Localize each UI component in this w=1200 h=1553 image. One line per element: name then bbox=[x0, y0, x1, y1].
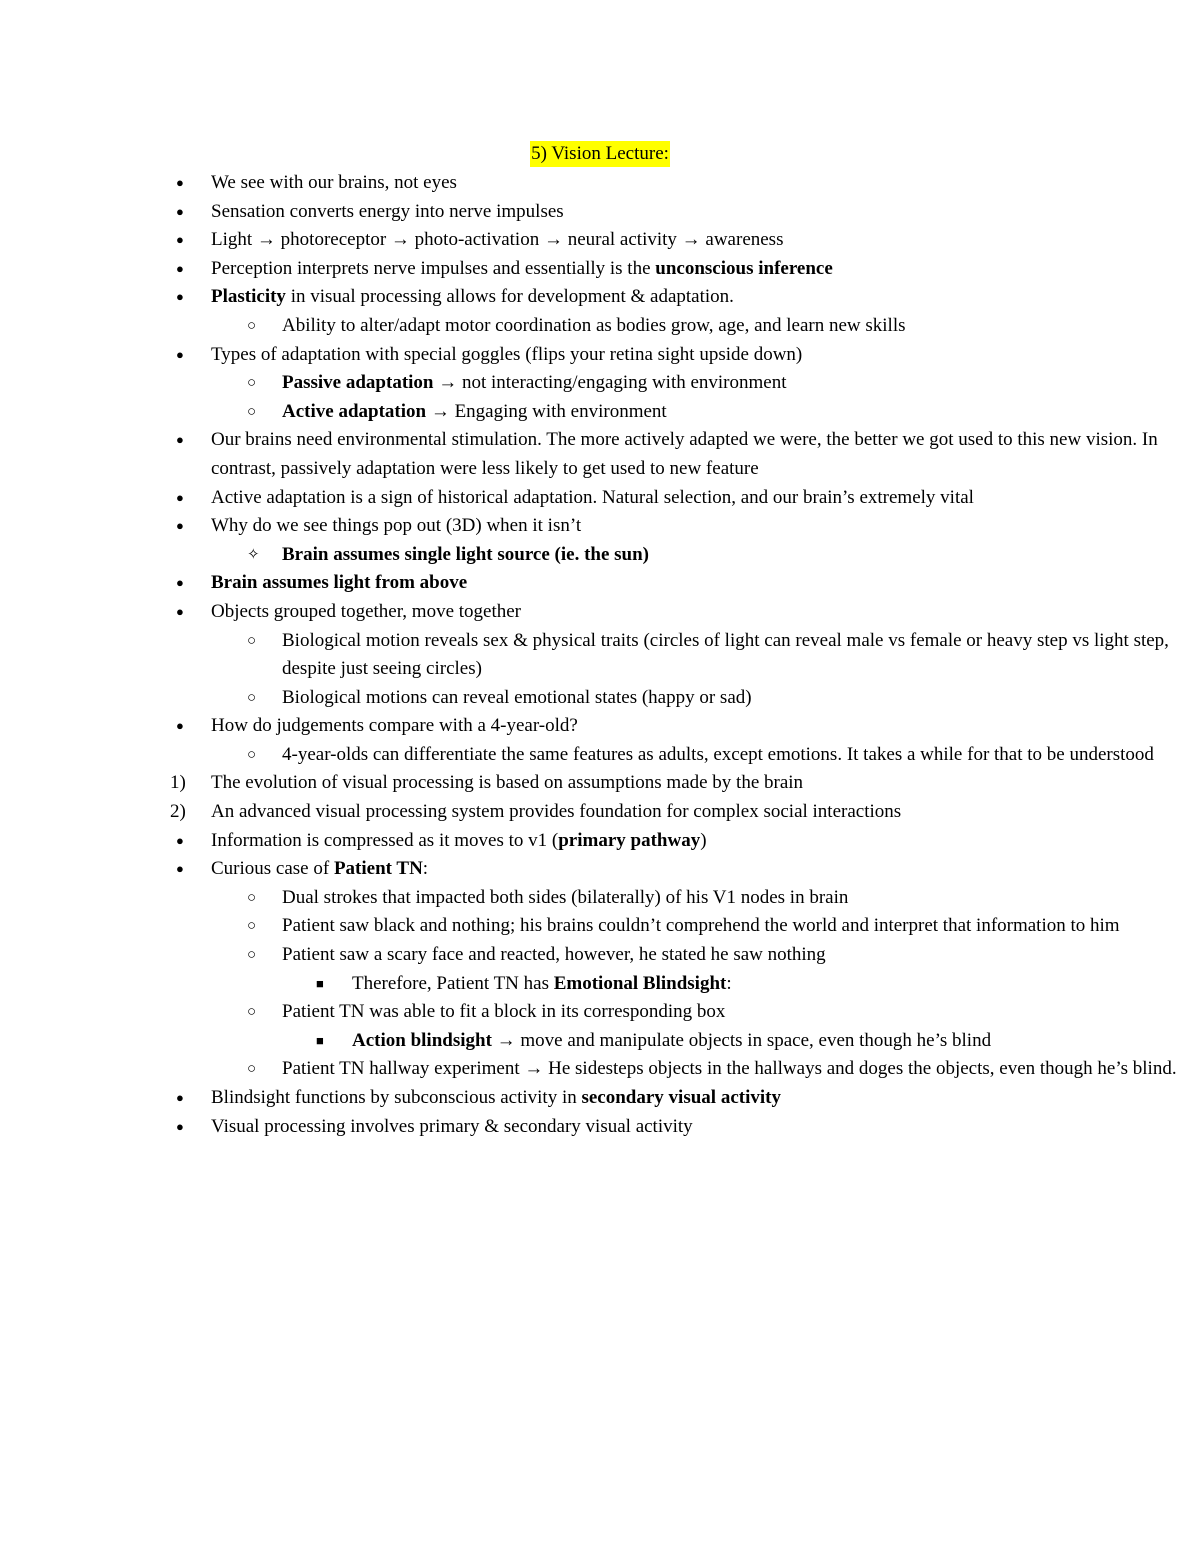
text-run: in visual processing allows for development & adaptation. bbox=[285, 286, 734, 308]
list-item bbox=[0, 369, 1200, 398]
text-run: Ability to alter/adapt motor coordination as bodies grow, age, and learn new skills bbox=[282, 314, 906, 336]
list-item-text bbox=[211, 855, 1200, 884]
list-item bbox=[0, 1027, 1200, 1056]
list-item-text bbox=[211, 198, 1200, 227]
list-item bbox=[0, 684, 1200, 713]
list-item bbox=[0, 1084, 1200, 1113]
text-run: : bbox=[422, 858, 429, 880]
bullet-square-icon: ■ bbox=[316, 975, 324, 991]
bullet-circle-icon: ○ bbox=[247, 403, 257, 420]
list-item bbox=[0, 398, 1200, 427]
text-run: → move and manipulate objects in space, even though he’s blind bbox=[491, 1029, 992, 1051]
list-item bbox=[0, 741, 1200, 770]
list-item bbox=[0, 512, 1200, 541]
bullet-disc-icon: ● bbox=[176, 232, 184, 248]
list-item bbox=[0, 426, 1200, 483]
text-run: Therefore, Patient TN has bbox=[352, 972, 554, 994]
bullet-circle-icon: ○ bbox=[247, 632, 257, 649]
list-item-text bbox=[282, 541, 1200, 570]
list-number: 2) bbox=[170, 801, 186, 823]
list-item bbox=[0, 769, 1200, 798]
bold-text: secondary visual activity bbox=[581, 1087, 781, 1108]
bullet-disc-icon: ● bbox=[176, 432, 184, 448]
list-item bbox=[0, 941, 1200, 970]
text-run: How do judgements compare with a 4-year-old? bbox=[211, 715, 578, 737]
text-run: Visual processing involves primary & secondary visual activity bbox=[211, 1115, 693, 1137]
list-item bbox=[0, 712, 1200, 741]
bullet-disc-icon: ● bbox=[176, 346, 184, 362]
bullet-circle-icon: ○ bbox=[247, 746, 257, 763]
text-run: Blindsight functions by subconscious activity in bbox=[211, 1087, 582, 1108]
bullet-circle-icon: ○ bbox=[247, 317, 257, 334]
bullet-disc-icon: ● bbox=[176, 1118, 184, 1134]
bold-text: Passive adaptation bbox=[282, 372, 434, 394]
bold-text: Active adaptation bbox=[282, 400, 427, 422]
list-item-text bbox=[211, 426, 1200, 483]
list-item-text bbox=[211, 512, 1200, 541]
bullet-disc-icon: ● bbox=[176, 175, 184, 190]
list-item-text bbox=[211, 255, 1200, 284]
bullet-circle-icon: ○ bbox=[247, 889, 257, 906]
list-item-text bbox=[282, 684, 1200, 713]
bullet-disc-icon: ● bbox=[176, 1090, 184, 1105]
text-run: Our brains need environmental stimulation. The more actively adapted we were, the better we got used to this new vision. In contrast, passively adaptation were less likely to get used to new feature bbox=[211, 429, 1158, 479]
bullet-circle-icon: ○ bbox=[247, 947, 257, 964]
list-item bbox=[0, 283, 1200, 312]
bullet-circle-icon: ○ bbox=[247, 1004, 257, 1021]
list-item-text bbox=[282, 741, 1200, 770]
list-item-text bbox=[211, 283, 1200, 312]
bullet-disc-icon: ● bbox=[176, 603, 184, 619]
text-run: Patient saw a scary face and reacted, however, he stated he saw nothing bbox=[282, 944, 826, 966]
list-item-text bbox=[211, 169, 1200, 198]
bullet-disc-icon: ● bbox=[176, 861, 184, 877]
list-item-text bbox=[282, 369, 1200, 398]
list-item-text bbox=[282, 912, 1200, 941]
list-item bbox=[0, 598, 1200, 627]
list-item bbox=[0, 1113, 1200, 1142]
list-item bbox=[0, 998, 1200, 1027]
list-item bbox=[0, 855, 1200, 884]
text-run: : bbox=[726, 972, 732, 994]
list-item bbox=[0, 198, 1200, 227]
bold-text: primary pathway bbox=[558, 829, 701, 851]
list-item-text bbox=[352, 1027, 1200, 1056]
text-run: Objects grouped together, move together bbox=[211, 600, 522, 622]
list-item bbox=[0, 569, 1200, 598]
text-run: Dual strokes that impacted both sides (bilaterally) of his V1 nodes in brain bbox=[282, 886, 849, 908]
text-run: ) bbox=[700, 829, 707, 851]
list-item bbox=[0, 912, 1200, 941]
list-item bbox=[0, 484, 1200, 513]
bullet-disc-icon: ● bbox=[176, 489, 184, 505]
bullet-disc-icon: ● bbox=[176, 832, 184, 848]
text-run: Information is compressed as it moves to v1 ( bbox=[211, 829, 559, 851]
text-run: Why do we see things pop out (3D) when it isn’t bbox=[211, 515, 582, 537]
notes-list bbox=[0, 169, 1200, 1141]
list-item-text bbox=[282, 312, 1200, 341]
list-item bbox=[0, 169, 1200, 198]
list-item-text bbox=[211, 569, 1200, 598]
text-run: Biological motion reveals sex & physical traits (circles of light can reveal male vs female or heavy step vs light step, despite just seeing circles) bbox=[282, 629, 1169, 680]
bullet-square-icon: ■ bbox=[316, 1032, 324, 1048]
text-run: Biological motions can reveal emotional states (happy or sad) bbox=[282, 686, 752, 708]
list-item-text bbox=[211, 1113, 1200, 1142]
text-run: Patient TN was able to fit a block in its corresponding box bbox=[282, 1001, 726, 1023]
bullet-circle-icon: ○ bbox=[247, 689, 257, 706]
text-run: 4-year-olds can differentiate the same features as adults, except emotions. It takes a while for that to be understood bbox=[282, 743, 1154, 765]
list-item-text bbox=[282, 998, 1200, 1027]
text-run: Light → photoreceptor → photo-activation → neural activity → awareness bbox=[211, 229, 784, 251]
list-item-text bbox=[211, 598, 1200, 627]
bullet-diamond-icon: ✧ bbox=[247, 546, 260, 563]
list-item-text bbox=[211, 798, 1200, 827]
list-item-text bbox=[211, 226, 1200, 255]
bullet-disc-icon: ● bbox=[176, 518, 184, 534]
list-item-text bbox=[211, 341, 1200, 370]
list-item-text bbox=[211, 1084, 1200, 1113]
list-item bbox=[0, 541, 1200, 570]
bullet-disc-icon: ● bbox=[176, 718, 184, 734]
bullet-circle-icon: ○ bbox=[247, 1061, 257, 1078]
bullet-circle-icon: ○ bbox=[247, 375, 257, 392]
list-item-text bbox=[211, 484, 1200, 513]
list-item-text bbox=[352, 970, 1200, 999]
text-run: → Engaging with environment bbox=[426, 400, 667, 422]
list-item bbox=[0, 341, 1200, 370]
bold-text: Brain assumes light from above bbox=[211, 572, 468, 594]
bullet-disc-icon: ● bbox=[176, 203, 184, 219]
list-item-text bbox=[282, 398, 1200, 427]
text-run: The evolution of visual processing is based on assumptions made by the brain bbox=[211, 772, 804, 794]
text-run: Active adaptation is a sign of historical adaptation. Natural selection, and our brain’s extremely vital bbox=[211, 486, 974, 508]
list-item bbox=[0, 798, 1200, 827]
list-item-text bbox=[282, 627, 1200, 684]
bullet-circle-icon: ○ bbox=[247, 918, 257, 935]
bold-text: Action blindsight bbox=[352, 1029, 492, 1051]
page-title: 5) Vision Lecture: bbox=[530, 141, 670, 167]
bold-text: unconscious inference bbox=[655, 257, 833, 279]
text-run: Perception interprets nerve impulses and essentially is the bbox=[211, 257, 656, 279]
text-run: Patient TN hallway experiment → He sidesteps objects in the hallways and doges the objects, even though he’s blind. bbox=[282, 1058, 1177, 1080]
bullet-disc-icon: ● bbox=[176, 575, 184, 591]
list-item-text bbox=[211, 827, 1200, 856]
bold-text: Plasticity bbox=[211, 286, 286, 308]
list-item-text bbox=[211, 769, 1200, 798]
list-item-text bbox=[282, 941, 1200, 970]
list-item-text bbox=[282, 1055, 1200, 1084]
text-run: We see with our brains, not eyes bbox=[211, 172, 457, 193]
text-run: → not interacting/engaging with environment bbox=[433, 372, 787, 394]
list-item bbox=[0, 312, 1200, 341]
text-run: Sensation converts energy into nerve impulses bbox=[211, 200, 564, 222]
list-item bbox=[0, 970, 1200, 999]
text-run: An advanced visual processing system provides foundation for complex social interactions bbox=[211, 801, 902, 823]
list-item-text bbox=[282, 884, 1200, 913]
text-run: Curious case of bbox=[211, 858, 334, 880]
bold-text: Brain assumes single light source (ie. the sun) bbox=[282, 543, 650, 565]
list-item bbox=[0, 1055, 1200, 1084]
list-item bbox=[0, 627, 1200, 684]
title-row bbox=[0, 141, 1200, 167]
list-item-text bbox=[211, 712, 1200, 741]
bullet-disc-icon: ● bbox=[176, 289, 184, 305]
list-number: 1) bbox=[170, 772, 186, 794]
list-item bbox=[0, 255, 1200, 284]
list-item bbox=[0, 884, 1200, 913]
list-item bbox=[0, 827, 1200, 856]
bold-text: Emotional Blindsight bbox=[553, 972, 727, 994]
bullet-disc-icon: ● bbox=[176, 260, 184, 276]
bold-text: Patient TN bbox=[333, 858, 423, 880]
list-item bbox=[0, 226, 1200, 255]
text-run: Patient saw black and nothing; his brains couldn’t comprehend the world and interpret that information to him bbox=[282, 915, 1120, 937]
text-run: Types of adaptation with special goggles (flips your retina sight upside down) bbox=[211, 343, 803, 365]
